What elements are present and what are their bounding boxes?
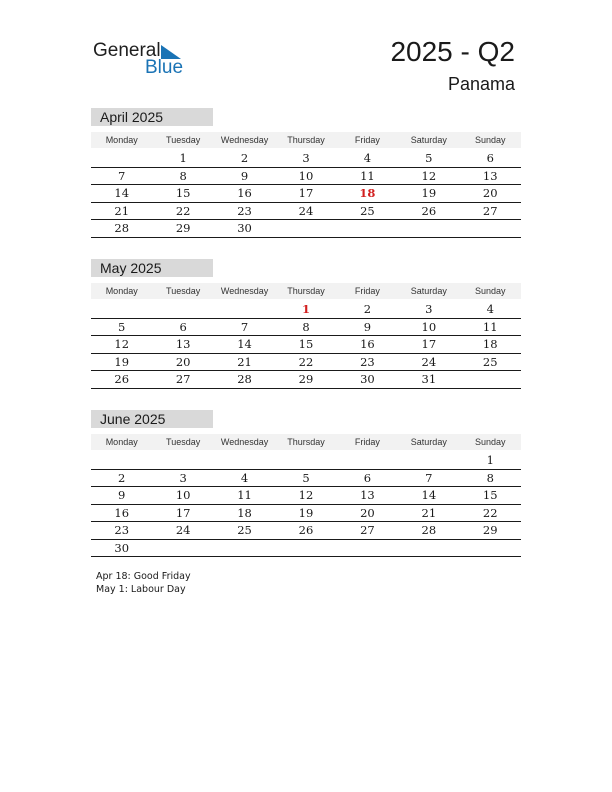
week-row	[91, 522, 521, 540]
day-cell: 21	[114, 203, 130, 218]
day-cell: 6	[179, 319, 187, 334]
day-cell: 29	[298, 372, 314, 386]
day-cell	[91, 452, 152, 469]
weeks	[91, 150, 521, 238]
day-cell: 18	[482, 337, 498, 351]
day-cell	[398, 540, 459, 557]
day-cell: 30	[237, 221, 252, 235]
day-cell: 10	[175, 488, 191, 502]
day-cell	[152, 301, 213, 318]
day-cell	[214, 540, 275, 557]
logo-text-blue: Blue	[145, 57, 184, 78]
day-cell: 11	[360, 168, 375, 183]
week-row	[91, 371, 521, 389]
weekday-label: Tuesday	[166, 286, 201, 296]
day-cell	[275, 540, 336, 557]
day-cell: 12	[298, 488, 314, 502]
day-cell: 9	[118, 488, 126, 502]
weekday-label: Thursday	[287, 286, 325, 296]
day-cell: 10	[298, 168, 314, 183]
week-row	[91, 540, 521, 558]
week-row	[91, 336, 521, 354]
weekday-label: Monday	[105, 286, 138, 296]
day-cell: 18	[237, 505, 252, 520]
day-cell: 15	[298, 337, 314, 351]
day-cell: 13	[482, 168, 498, 183]
day-cell: 7	[425, 470, 433, 485]
day-cell	[398, 220, 459, 237]
day-cell: 12	[114, 337, 130, 351]
weekday-label: Tuesday	[166, 437, 201, 447]
holiday-note: May 1: Labour Day	[96, 584, 186, 595]
week-row	[91, 505, 521, 523]
weekday-header	[91, 132, 521, 148]
day-cell: 26	[114, 372, 130, 386]
day-cell: 16	[237, 186, 252, 200]
day-cell: 20	[482, 186, 498, 200]
week-row	[91, 301, 521, 319]
day-cell: 23	[237, 203, 252, 218]
day-cell: 31	[421, 372, 437, 386]
day-cell: 25	[360, 203, 375, 218]
day-cell: 16	[360, 337, 375, 351]
day-cell	[337, 452, 398, 469]
day-cell: 14	[421, 488, 437, 502]
day-cell: 20	[360, 505, 375, 520]
day-cell: 30	[114, 540, 130, 555]
day-cell	[460, 371, 521, 388]
week-row	[91, 452, 521, 470]
day-cell: 6	[486, 151, 494, 165]
day-cell: 25	[237, 523, 252, 537]
day-cell: 3	[425, 302, 433, 316]
weekday-label: Saturday	[410, 286, 447, 296]
weeks	[91, 452, 521, 557]
day-cell: 19	[114, 354, 130, 369]
day-cell	[460, 220, 521, 237]
day-cell	[152, 540, 213, 557]
week-row	[91, 354, 521, 372]
weeks	[91, 301, 521, 389]
day-cell: 12	[421, 168, 437, 183]
day-cell: 28	[114, 221, 130, 235]
weekday-label: Friday	[354, 437, 380, 447]
day-cell: 22	[298, 354, 314, 369]
weekday-label: Friday	[354, 135, 380, 145]
month-title: May 2025	[91, 259, 213, 277]
week-row	[91, 203, 521, 221]
day-cell: 1	[179, 151, 187, 165]
day-cell: 22	[482, 505, 498, 520]
day-cell: 9	[240, 168, 249, 183]
month-title: June 2025	[91, 410, 213, 428]
day-cell: 27	[482, 203, 498, 218]
day-cell: 24	[175, 523, 191, 537]
week-row	[91, 150, 521, 168]
day-cell: 11	[482, 319, 498, 334]
day-cell: 3	[179, 470, 187, 485]
month-june	[91, 410, 521, 557]
day-cell: 4	[363, 151, 372, 165]
day-cell	[460, 540, 521, 557]
day-cell: 13	[360, 488, 375, 502]
weekday-label: Wednesday	[220, 286, 269, 296]
day-cell: 18	[359, 186, 376, 200]
weekday-label: Thursday	[287, 437, 325, 447]
day-cell: 15	[175, 186, 191, 200]
weekday-header	[91, 283, 521, 299]
day-cell: 27	[360, 523, 375, 537]
day-cell: 26	[298, 523, 314, 537]
weekday-label: Friday	[354, 286, 380, 296]
day-cell: 23	[360, 354, 375, 369]
day-cell: 13	[175, 337, 191, 351]
weekday-label: Monday	[105, 437, 138, 447]
month-may	[91, 259, 521, 389]
week-row	[91, 319, 521, 337]
weekday-header	[91, 434, 521, 450]
weekday-label: Saturday	[410, 437, 447, 447]
day-cell: 17	[298, 186, 314, 200]
day-cell: 5	[118, 319, 126, 334]
logo-text-general: General	[93, 40, 161, 61]
month-title: April 2025	[91, 108, 213, 126]
day-cell: 15	[482, 488, 498, 502]
country-name: Panama	[447, 74, 515, 94]
day-cell: 23	[114, 523, 130, 537]
day-cell	[275, 220, 336, 237]
day-cell: 14	[114, 186, 130, 200]
day-cell: 14	[237, 337, 252, 351]
day-cell	[214, 301, 275, 318]
day-cell: 24	[421, 354, 437, 369]
day-cell: 5	[302, 470, 310, 485]
day-cell: 8	[302, 319, 310, 334]
day-cell: 3	[302, 151, 310, 165]
logo	[93, 40, 193, 80]
day-cell: 20	[175, 354, 191, 369]
day-cell: 17	[175, 505, 191, 520]
day-cell: 27	[175, 372, 191, 386]
day-cell	[398, 452, 459, 469]
day-cell	[275, 452, 336, 469]
day-cell	[337, 220, 398, 237]
day-cell: 4	[240, 470, 249, 485]
day-cell: 28	[421, 523, 437, 537]
day-cell: 30	[360, 372, 375, 386]
day-cell: 25	[482, 354, 498, 369]
week-row	[91, 185, 521, 203]
day-cell: 4	[486, 302, 494, 316]
day-cell	[91, 150, 152, 167]
week-row	[91, 168, 521, 186]
day-cell: 21	[237, 354, 252, 369]
weekday-label: Saturday	[410, 135, 447, 145]
day-cell: 2	[118, 470, 126, 485]
week-row	[91, 487, 521, 505]
day-cell: 19	[298, 505, 314, 520]
week-row	[91, 470, 521, 488]
day-cell: 17	[421, 337, 437, 351]
day-cell: 26	[421, 203, 437, 218]
day-cell: 19	[421, 186, 437, 200]
day-cell: 9	[363, 319, 372, 334]
weekday-label: Sunday	[474, 437, 506, 447]
day-cell: 7	[118, 168, 126, 183]
day-cell	[214, 452, 275, 469]
weekday-label: Wednesday	[220, 135, 269, 145]
day-cell: 5	[425, 151, 433, 165]
weekday-label: Sunday	[474, 135, 506, 145]
week-row	[91, 220, 521, 238]
day-cell	[91, 301, 152, 318]
day-cell: 10	[421, 319, 437, 334]
day-cell	[152, 452, 213, 469]
day-cell: 1	[486, 453, 494, 467]
day-cell: 1	[301, 302, 310, 316]
day-cell: 2	[363, 302, 372, 316]
weekday-label: Thursday	[287, 135, 325, 145]
holiday-note: Apr 18: Good Friday	[96, 571, 191, 582]
day-cell: 21	[421, 505, 437, 520]
day-cell: 11	[237, 488, 252, 502]
weekday-label: Tuesday	[166, 135, 201, 145]
day-cell: 6	[363, 470, 372, 485]
day-cell: 8	[486, 470, 494, 485]
day-cell: 28	[237, 372, 252, 386]
day-cell: 29	[175, 221, 191, 235]
day-cell: 24	[298, 203, 314, 218]
weekday-label: Wednesday	[220, 437, 269, 447]
day-cell: 22	[175, 203, 191, 218]
day-cell	[337, 540, 398, 557]
weekday-label: Sunday	[474, 286, 506, 296]
day-cell: 16	[114, 505, 130, 520]
weekday-label: Monday	[105, 135, 138, 145]
day-cell: 8	[179, 168, 187, 183]
day-cell: 7	[240, 319, 249, 334]
holiday-notes	[96, 570, 191, 596]
day-cell: 29	[482, 523, 498, 537]
day-cell: 2	[240, 151, 249, 165]
month-april	[91, 108, 521, 238]
page-title: 2025 - Q2	[390, 36, 515, 67]
